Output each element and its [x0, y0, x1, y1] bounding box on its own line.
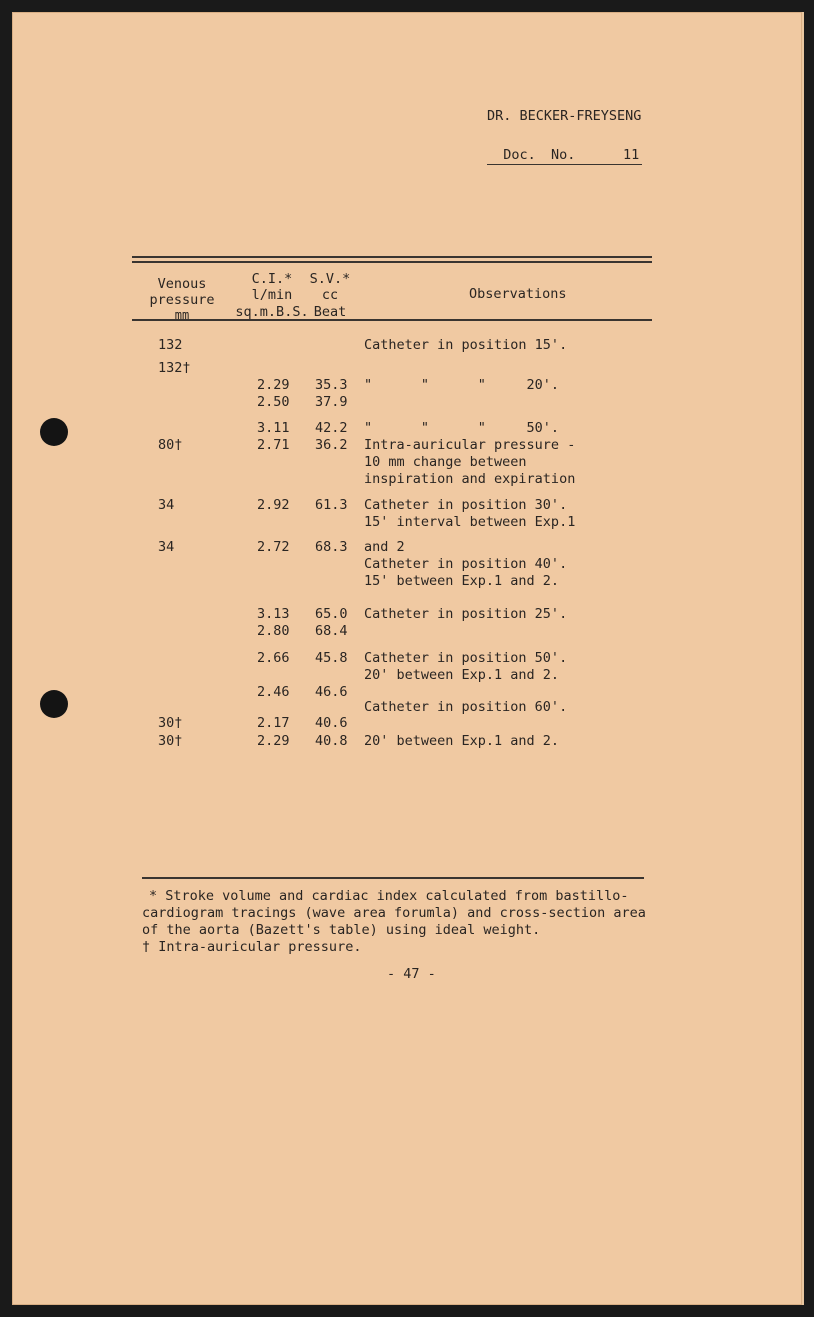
- cardiac-index-cell: 2.50: [257, 394, 290, 410]
- observation-cell: inspiration and expiration: [364, 471, 576, 487]
- observation-cell: Catheter in position 30'.: [364, 497, 568, 513]
- footnote-line: * Stroke volume and cardiac index calculated from bastillo-: [149, 888, 629, 904]
- cardiac-index-cell: 2.72: [257, 539, 290, 555]
- stroke-volume-cell: 61.3: [315, 497, 348, 513]
- cardiac-index-cell: 2.80: [257, 623, 290, 639]
- punch-hole-icon: [40, 418, 68, 446]
- stroke-volume-cell: 36.2: [315, 437, 348, 453]
- page-number: - 47 -: [387, 966, 436, 982]
- footnote-line: of the aorta (Bazett's table) using ideal weight.: [142, 922, 541, 938]
- observation-cell: Catheter in position 40'.: [364, 556, 568, 572]
- venous-pressure-cell: 30†: [158, 733, 183, 749]
- observation-cell: 10 mm change between: [364, 454, 527, 470]
- observation-cell: Catheter in position 15'.: [364, 337, 568, 353]
- observation-cell: Catheter in position 60'.: [364, 699, 568, 715]
- stroke-volume-cell: 45.8: [315, 650, 348, 666]
- stroke-volume-cell: 40.8: [315, 733, 348, 749]
- observation-cell: " " " 50'.: [364, 420, 560, 436]
- stroke-volume-cell: 68.4: [315, 623, 348, 639]
- observation-cell: " " " 20'.: [364, 377, 560, 393]
- venous-pressure-cell: 132†: [158, 360, 191, 376]
- footnote-rule: [142, 877, 644, 879]
- stroke-volume-cell: 68.3: [315, 539, 348, 555]
- venous-pressure-cell: 80†: [158, 437, 183, 453]
- stroke-volume-cell: 35.3: [315, 377, 348, 393]
- table-top-rule-2: [132, 261, 652, 263]
- cardiac-index-cell: 2.46: [257, 684, 290, 700]
- author-line: DR. BECKER-FREYSENG: [487, 108, 642, 124]
- cardiac-index-cell: 2.92: [257, 497, 290, 513]
- observation-cell: 20' between Exp.1 and 2.: [364, 667, 560, 683]
- no-label: No.: [551, 147, 576, 163]
- stroke-volume-cell: 42.2: [315, 420, 348, 436]
- stroke-volume-cell: 65.0: [315, 606, 348, 622]
- table-top-rule: [132, 256, 652, 258]
- doc-number: 11: [623, 147, 640, 163]
- observation-cell: 15' between Exp.1 and 2.: [364, 573, 560, 589]
- doc-label: Doc.: [503, 147, 536, 163]
- observation-cell: Intra-auricular pressure -: [364, 437, 576, 453]
- cardiac-index-cell: 2.66: [257, 650, 290, 666]
- observation-cell: Catheter in position 50'.: [364, 650, 568, 666]
- venous-pressure-cell: 34: [158, 539, 175, 555]
- observation-cell: 20' between Exp.1 and 2.: [364, 733, 560, 749]
- cardiac-index-cell: 2.29: [257, 733, 290, 749]
- cardiac-index-cell: 2.17: [257, 715, 290, 731]
- punch-hole-icon: [40, 690, 68, 718]
- cardiac-index-cell: 2.71: [257, 437, 290, 453]
- cardiac-index-cell: 3.13: [257, 606, 290, 622]
- observation-cell: 15' interval between Exp.1: [364, 514, 576, 530]
- venous-pressure-cell: 34: [158, 497, 175, 513]
- observation-cell: Catheter in position 25'.: [364, 606, 568, 622]
- doc-number-line: [487, 130, 642, 165]
- footnote-line: cardiogram tracings (wave area forumla) and cross-section area: [142, 905, 646, 921]
- stroke-volume-cell: 40.6: [315, 715, 348, 731]
- venous-pressure-cell: 30†: [158, 715, 183, 731]
- stroke-volume-cell: 46.6: [315, 684, 348, 700]
- venous-pressure-cell: 132: [158, 337, 183, 353]
- cardiac-index-cell: 3.11: [257, 420, 290, 436]
- cardiac-index-cell: 2.29: [257, 377, 290, 393]
- footnote-line: † Intra-auricular pressure.: [142, 939, 362, 955]
- observation-cell: and 2: [364, 539, 405, 555]
- stroke-volume-cell: 37.9: [315, 394, 348, 410]
- column-header-observations: Observations: [469, 286, 567, 302]
